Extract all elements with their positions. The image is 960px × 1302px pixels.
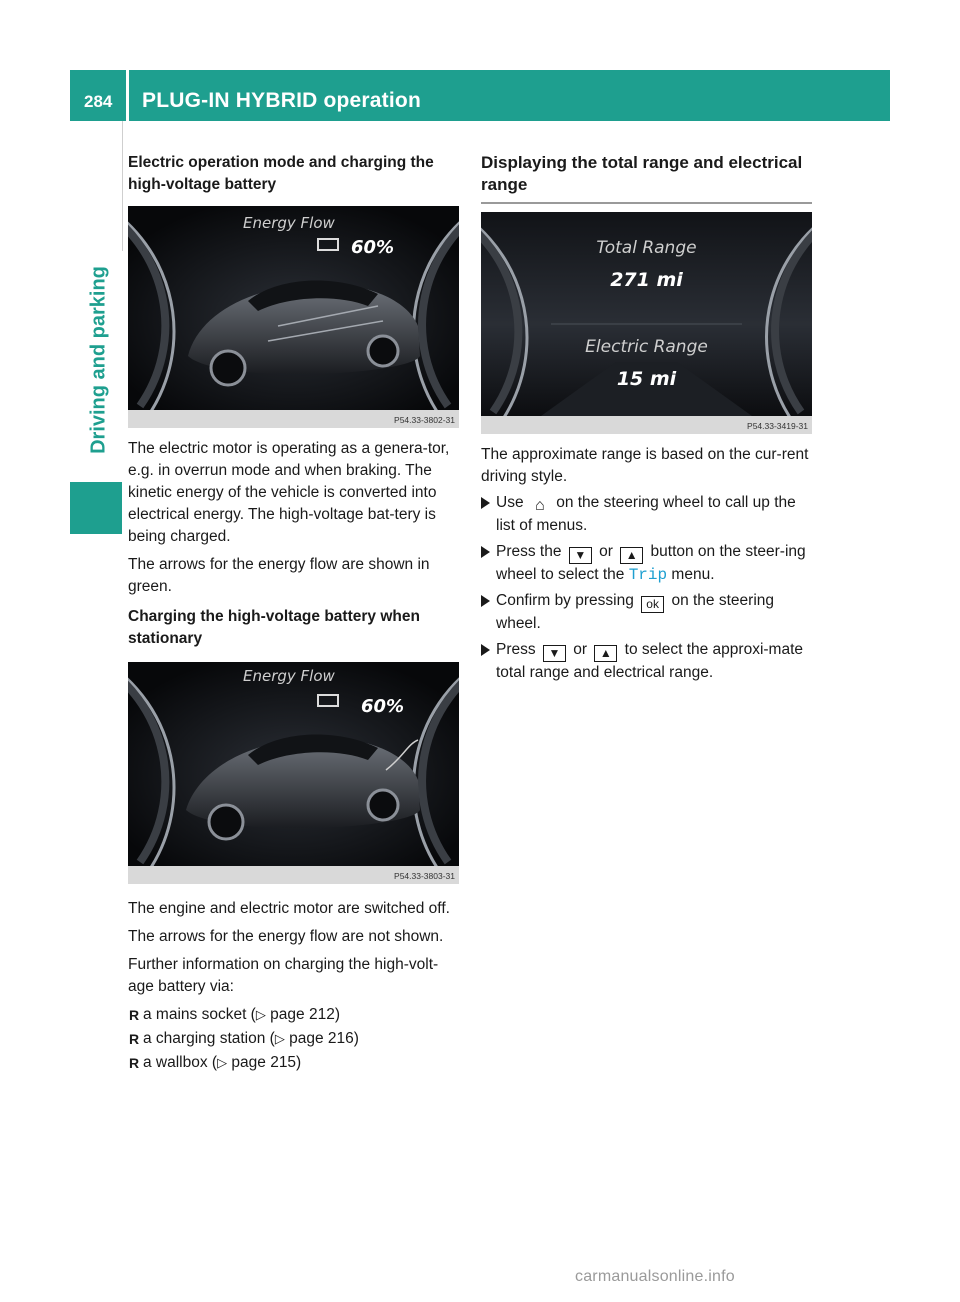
step-arrow-icon — [481, 644, 490, 656]
section-tab — [74, 240, 124, 480]
heading-charging-stationary: Charging the high-voltage battery when stationary — [128, 608, 420, 647]
section-tab-label: Driving and parking — [87, 266, 110, 454]
step-item: Confirm by pressing ok on the steering wheel. — [481, 590, 812, 635]
energy-flow-image-1 — [128, 206, 459, 428]
step-arrow-icon — [481, 497, 490, 509]
trip-menu-name: Trip — [628, 566, 668, 584]
section-tab-marker — [70, 482, 122, 534]
instruction-steps — [481, 492, 812, 684]
paragraph-arrows-not-shown: The arrows for the energy flow are not shown. — [128, 928, 444, 945]
header-divider — [126, 70, 129, 121]
paragraph-generator: The electric motor is operating as a genera-tor, e.g. in overrun mode and when braking. The kinetic energy of the vehicle is converted into electrical energy. The high-voltage bat-tery is being charged. — [128, 440, 450, 545]
bullet-marker: R — [129, 1031, 140, 1047]
total-range-label: Total Range — [596, 238, 697, 258]
page-link[interactable]: page 215) — [231, 1054, 302, 1071]
list-item: R a mains socket (▷ page 212) — [128, 1004, 462, 1026]
step-arrow-icon — [481, 546, 490, 558]
ok-button-icon: ok — [641, 596, 664, 613]
charging-options-list — [128, 1004, 462, 1074]
energy-flow-title: Energy Flow — [243, 214, 335, 232]
bullet-marker: R — [129, 1055, 140, 1071]
cluster-display-graphic — [128, 206, 459, 410]
total-range-value: 271 mi — [610, 269, 683, 291]
section-rule — [481, 202, 812, 204]
down-button-icon: ▼ — [569, 547, 592, 564]
heading-total-range: Displaying the total range and electrical range — [481, 153, 803, 194]
step-arrow-icon — [481, 595, 490, 607]
right-column — [481, 152, 812, 684]
battery-percentage: 60% — [361, 696, 405, 717]
page-link[interactable]: page 212) — [270, 1006, 340, 1023]
down-button-icon: ▼ — [543, 645, 566, 662]
image-code: P54.33-3803-31 — [394, 871, 455, 881]
home-button-icon: ⌂ — [535, 497, 545, 514]
sidebar-rule — [122, 121, 123, 251]
paragraph-further-info: Further information on charging the high-volt-age battery via: — [128, 956, 439, 995]
paragraph-approximate-range: The approximate range is based on the cur-rent driving style. — [481, 446, 809, 485]
battery-percentage: 60% — [351, 237, 395, 258]
heading-electric-operation: Electric operation mode and charging the high-voltage battery — [128, 154, 434, 193]
page-header — [70, 70, 890, 121]
xref-arrow-icon: ▷ — [255, 1007, 266, 1022]
page-title: PLUG-IN HYBRID operation — [142, 89, 421, 112]
xref-arrow-icon: ▷ — [274, 1031, 285, 1046]
list-item: R a charging station (▷ page 216) — [128, 1028, 462, 1050]
step-item: Use ⌂ on the steering wheel to call up the list of menus. — [481, 492, 812, 537]
left-column — [128, 152, 462, 1074]
energy-flow-image-2 — [128, 662, 459, 884]
xref-arrow-icon: ▷ — [217, 1055, 228, 1070]
step-item: Press the ▼ or ▲ button on the steer-ing wheel to select the Trip menu. — [481, 541, 812, 586]
range-display-image — [481, 212, 812, 434]
image-code: P54.33-3802-31 — [394, 415, 455, 425]
list-item: R a wallbox (▷ page 215) — [128, 1052, 462, 1074]
paragraph-switched-off: The engine and electric motor are switched off. — [128, 900, 450, 917]
page-link[interactable]: page 216) — [289, 1030, 359, 1047]
paragraph-arrows-green: The arrows for the energy flow are shown in green. — [128, 556, 430, 595]
up-button-icon: ▲ — [594, 645, 617, 662]
page-number: 284 — [84, 92, 113, 111]
electric-range-value: 15 mi — [616, 368, 677, 390]
watermark[interactable]: carmanualsonline.info — [575, 1268, 735, 1285]
bullet-marker: R — [129, 1007, 140, 1023]
step-item: Press ▼ or ▲ to select the approxi-mate total range and electrical range. — [481, 639, 812, 684]
electric-range-label: Electric Range — [585, 337, 708, 357]
energy-flow-title: Energy Flow — [243, 667, 335, 685]
up-button-icon: ▲ — [620, 547, 643, 564]
cluster-display-graphic — [128, 662, 459, 866]
image-code: P54.33-3419-31 — [747, 421, 808, 431]
